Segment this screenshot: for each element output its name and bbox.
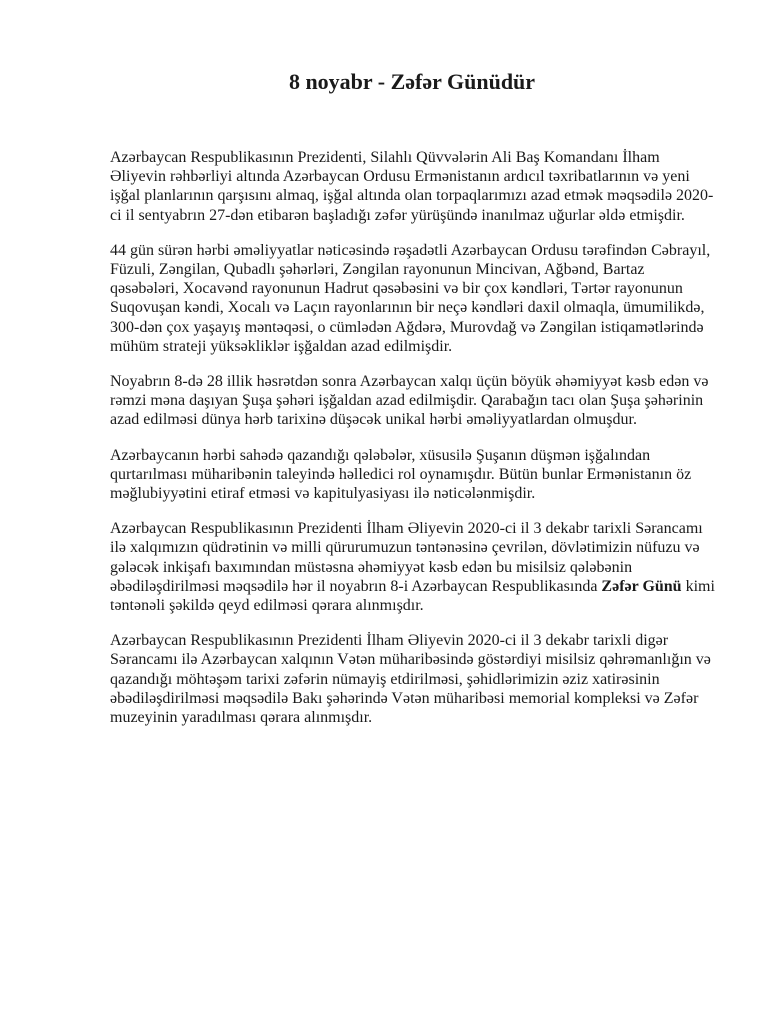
paragraph-5 [110,519,715,615]
paragraph-5-after: kimi təntənəli şəkildə qeyd edilməsi qərara alınmışdır. [110,577,715,615]
paragraph-3: Noyabrın 8-də 28 illik həsrətdən sonra Azərbaycan xalqı üçün böyük əhəmiyyət kəsb edən və rəmzi məna daşıyan Şuşa şəhəri işğaldan azad edilmişdir. Qarabağın tacı olan Şuşa şəhərinin azad edilməsi dünya hərb tarixinə düşəcək unikal hərbi əməliyyatlardan olmuşdur. [110,373,709,429]
paragraph-5-before: Azərbaycan Respublikasının Prezidenti İlham Əliyevin 2020-ci il 3 dekabr tarixli Sərancamı ilə xalqımızın qüdrətinin və milli qürurumuzun təntənəsinə çevrilən, dövlətimizin nüfuzu və gələcək inkişafı baxımından müstəsna əhəmiyyət kəsb edən bu misilsiz qələbənin əbədiləşdirilməsi məqsədilə hər il noyabrın 8-i Azərbaycan Respublikasında [110,520,703,595]
paragraph-4: Azərbaycanın hərbi sahədə qazandığı qələbələr, xüsusilə Şuşanın düşmən işğalından qurtarılması müharibənin taleyində həlledici rol oynamışdır. Bütün bunlar Ermənistanın öz məğlubiyyətini etiraf etməsi və kapitulyasiyası ilə nəticələnmişdir. [110,446,692,503]
paragraph-6: Azərbaycan Respublikasının Prezidenti İlham Əliyevin 2020-ci il 3 dekabr tarixli digər Sərancamı ilə Azərbaycan xalqının Vətən müharibəsində göstərdiyi misilsiz qəhrəmanlığın və qazandığı möhtəşəm tarixi zəfərin nümayiş etdirilməsi, şəhidlərimizin əziz xatirəsinin əbədiləşdirilməsi məqsədilə Bakı şəhərində Vətən müharibəsi memorial kompleksi və Zəfər muzeyinin yaradılması qərara alınmışdır. [110,632,711,727]
document-body [110,148,715,743]
paragraph-5-bold-term: Zəfər Günü [601,577,682,595]
document-title: 8 noyabr - Zəfər Günüdür [288,69,536,94]
paragraph-2: 44 gün sürən hərbi əməliyyatlar nəticəsində rəşadətli Azərbaycan Ordusu tərəfindən Cəbrayıl, Füzuli, Zəngilan, Qubadlı şəhərləri, Zəngilan rayonunun Mincivan, Ağbənd, Bartaz qəsəbələri, Xocavənd rayonunun Hadrut qəsəbəsini və bir çox kəndləri, Tərtər rayonunun Suqovuşan kəndi, Xocalı və Laçın rayonlarının bir neçə kəndləri daxil olmaqla, ümumilikdə, 300-dən çox yaşayış məntəqəsi, o cümlədən Ağdərə, Murovdağ və Zəngilan istiqamətlərində mühüm strateji yüksəkliklər işğaldan azad edilmişdir. [110,241,711,355]
paragraph-1: Azərbaycan Respublikasının Prezidenti, Silahlı Qüvvələrin Ali Baş Komandanı İlham Əliyevin rəhbərliyi altında Azərbaycan Ordusu Ermənistanın ardıcıl təxribatlarının və yeni işğal planlarının qarşısını almaq, işğal altında olan torpaqlarımızı azad etmək məqsədilə 2020-ci il sentyabrın 27-dən etibarən başladığı zəfər yürüşündə inanılmaz uğurlar əldə etmişdir. [110,149,714,224]
